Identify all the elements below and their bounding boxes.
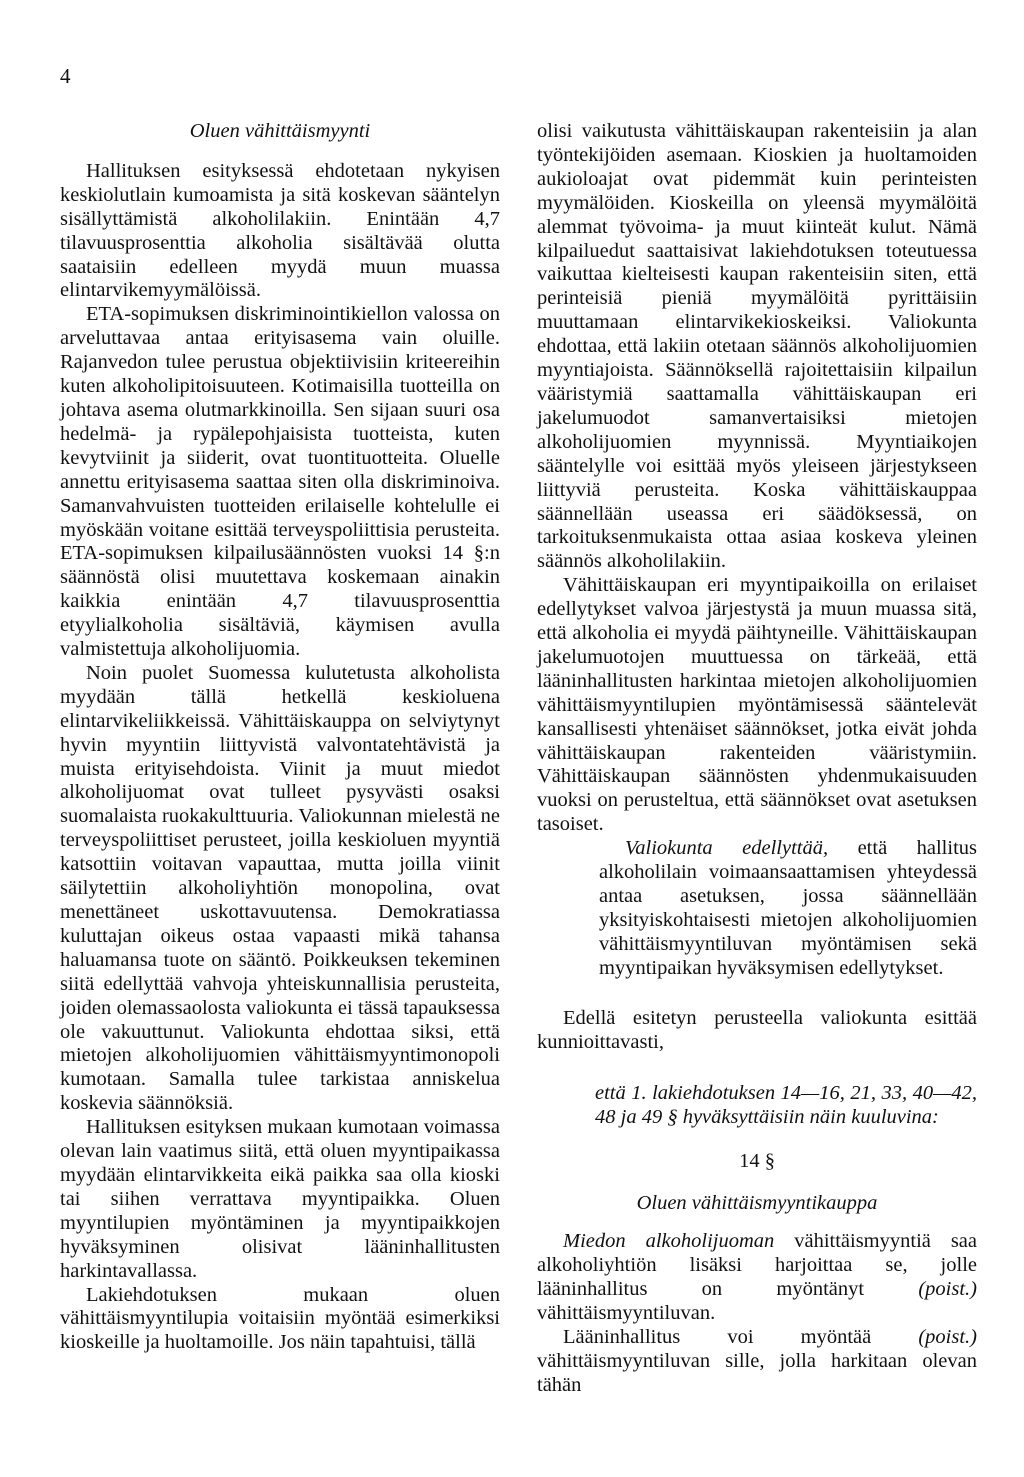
committee-requirement [599, 837, 977, 980]
left-column [60, 120, 500, 1355]
section-p1-end: vähittäismyyntiluvan. [537, 1301, 716, 1324]
section-paragraph [537, 1230, 977, 1326]
section-p2-start: Lääninhallitus voi myöntää [563, 1325, 919, 1348]
paragraph: olisi vaikutusta vähittäiskaupan rakenteisiin ja alan työntekijöiden asemaan. Kioskien ja huoltamoiden aukioloajat ovat pidemmät kuin perinteisten myymälöiden. Kioskeilla on yleensä myymälöitä alemmat työvoima- ja muut kiinteät kulut. Nämä kilpailuedut saattaisivat lakiehdotuksen toteutuessa vaikuttaa kielteisesti kaupan rakenteisiin siten, että perinteisiä pieniä myymälöitä pyrittäisiin muuttamaan elintarvikekioskeiksi. Valiokunta ehdottaa, että lakiin otetaan säännös alkoholijuomien myyntiajoista. Säännöksellä rajoitettaisiin kilpailun vääristymiä saattamalla vähittäiskaupan eri jakelumuodot samanvertaisiksi mietojen alkoholijuomien myynnissä. Myyntiaikojen sääntelylle voi esittää myös yleiseen järjestykseen liittyviä perusteita. Koska vähittäiskauppaa säännellään useassa eri säädöksessä, on tarkoituksenmukaista ottaa asiaa koskeva yleinen säännös alkoholilakiin. [537, 120, 977, 573]
paragraph: Hallituksen esityksen mukaan kumotaan voimassa olevan lain vaatimus siitä, että oluen myyntipaikassa myydään elintarvikkeita eikä paikka saa olla kioski tai siihen verrattava myyntipaikka. Oluen myyntilupien myöntäminen ja myyntipaikkojen hyväksyminen olisivat lääninhallitusten harkintavallassa. [60, 1116, 500, 1282]
paragraph: Noin puolet Suomessa kulutetusta alkoholista myydään tällä hetkellä keskioluena elintarvikeliikkeissä. Vähittäiskauppa on selviytynyt hyvin myyntiin liittyvistä valvontatehtävistä ja muista erityisehdoista. Viinit ja muut miedot alkoholijuomat ovat tulleet pysyvästi osaksi suomalaista ruokakulttuuria. Valiokunnan mielestä ne terveyspoliittiset perusteet, joilla keskioluen myyntiä katsottiin voitavan vapauttaa, mutta joilla viinit säilytettiin alkoholiyhtiön monopolina, ovat menettäneet uskottavuutensa. Demokratiassa kuluttajan oikeus ostaa vapaasti mikä tahansa haluamansa tuote on sääntö. Poikkeuksen tekeminen siitä edellyttää vahvoja yhteiskunnallisia perusteita, joiden olemassaolosta valiokunta ei tässä tapauksessa ole vakuuttunut. Valiokunta ehdottaa siksi, että mietojen alkoholijuomien vähittäismyyntimonopoli kumotaan. Samalla tulee tarkistaa anniskelua koskevia säännöksiä. [60, 661, 500, 1115]
paragraph: Hallituksen esityksessä ehdotetaan nykyisen keskiolutlain kumoamista ja sitä koskevan sääntelyn sisällyttämistä alkoholilakiin. Enintään 4,7 tilavuusprosenttia alkoholia sisältävää olutta saataisiin edelleen myydä muun muassa elintarvikemyymälöissä. [60, 159, 500, 302]
paragraph: Vähittäiskaupan eri myyntipaikoilla on erilaiset edellytykset valvoa järjestystä ja muun muassa sitä, että alkoholia ei myydä päihtyneille. Vähittäiskaupan jakelumuotojen muuttuessa on tärkeää, että lääninhallitusten harkintaa mietojen alkoholijuomien vähittäismyyntilupien myöntämisessä sääntelevät kansallisesti yhtenäiset säännökset, jotka eivät johda vähittäiskaupan rakenteiden vääristymiin. Vähittäiskaupan säännösten yhdenmukaisuuden vuoksi on perusteltua, että säännökset ovat asetuksen tasoiset. [537, 574, 977, 836]
requirement-lead: Valiokunta edellyttää, [625, 837, 829, 860]
section-number: 14 § [739, 1150, 775, 1173]
section-title: Oluen vähittäismyyntikauppa [636, 1192, 878, 1215]
poist-marker: (poist.) [918, 1277, 977, 1300]
section-paragraph [537, 1326, 977, 1398]
section-p2-text: vähittäismyyntiluvan sille, jolla harkitaan olevan tähän [537, 1349, 977, 1396]
section-heading-beer-retail: Oluen vähittäismyynti [189, 120, 371, 142]
requirement-text: että hallitus alkoholilain voimaansaattamisen yhteydessä antaa asetuksen, jossa säännellään yksityiskohtaisesti mietojen alkoholijuomien vähittäismyyntiluvan myöntämisen sekä myyntipaikan hyväksymisen edellytykset. [599, 837, 977, 979]
paragraph: Lakiehdotuksen mukaan oluen vähittäismyyntilupia voitaisiin myöntää esimerkiksi kioskeille ja huoltamoille. Jos näin tapahtuisi, tällä [60, 1283, 500, 1354]
proposal: että 1. lakiehdotuksen 14—16, 21, 33, 40—42, 48 ja 49 § hyväksyttäisiin näin kuuluvina: [595, 1082, 977, 1129]
section-p1-lead: Miedon alkoholijuoman [563, 1230, 775, 1253]
section-p1-text: vähittäismyyntiä saa alkoholiyhtiön lisäksi harjoittaa se, jolle lääninhallitus on myöntänyt [537, 1230, 977, 1300]
paragraph: ETA-sopimuksen diskriminointikiellon valossa on arveluttavaa antaa erityisasema vain oluille. Rajanvedon tulee perustua objektiivisiin kriteereihin kuten alkoholipitoisuuteen. Kotimaisilla tuotteilla on johtava asema olutmarkkinoilla. Sen sijaan suuri osa hedelmä- ja rypälepohjaisista tuotteista, kuten kevytviinit ja siiderit, ovat tuontituotteita. Oluelle annettu erityisasema saattaa siten olla diskriminoiva. Samanvahvuisten tuotteiden erilaiselle kohtelulle ei myöskään voitane esittää terveyspoliittisia perusteita. ETA-sopimuksen kilpailusäännösten vuoksi 14 §:n säännöstä olisi muutettava koskemaan ainakin kaikkia enintään 4,7 tilavuusprosenttia etyylialkoholia sisältäviä, käymisen avulla valmistettuja alkoholijuomia. [60, 303, 500, 661]
poist-marker: (poist.) [918, 1325, 977, 1348]
right-column [537, 120, 977, 1397]
conclusion: Edellä esitetyn perusteella valiokunta esittää kunnioittavasti, [537, 1006, 977, 1053]
page-number: 4 [60, 64, 71, 88]
